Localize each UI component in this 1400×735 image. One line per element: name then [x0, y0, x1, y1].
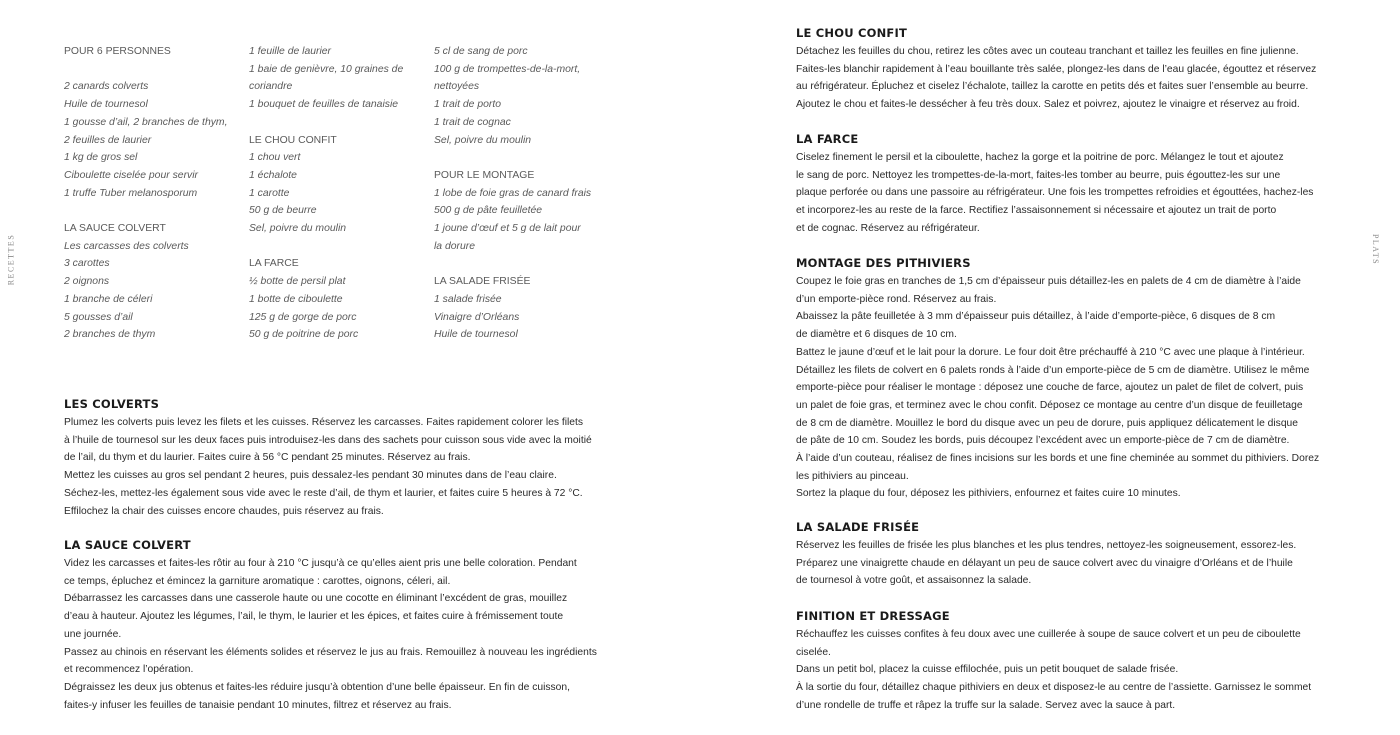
text-line: Effilochez la chair des cuisses encore chaudes, puis réservez au frais.: [64, 505, 384, 517]
section-la-salade-frisee: [796, 519, 1296, 590]
text-line: de diamètre et 6 disques de 10 cm.: [796, 329, 957, 341]
section-montage-des-pithiviers: [796, 255, 1319, 503]
ingredient-item: Ciboulette ciselée pour servir: [64, 169, 198, 181]
ingredient-item: 1 chou vert: [249, 152, 301, 164]
text-line: et incorporez-les au reste de la farce. Rectifiez l’assaisonnement si nécessaire et ajoutez un trait de porto: [796, 205, 1277, 217]
ingredient-item: 5 gousses d’ail: [64, 311, 133, 323]
text-line: de l’ail, du thym et du laurier. Faites cuire à 56 °C pendant 25 minutes. Réservez au frais.: [64, 452, 471, 464]
text-line: plaque perforée ou dans une passoire au réfrigérateur. Une fois les trompettes refroidies et égouttées, hachez-les: [796, 187, 1314, 199]
ingredient-item: 125 g de gorge de porc: [249, 311, 357, 323]
text-line: Détachez les feuilles du chou, retirez les côtes avec un couteau tranchant et taillez les feuilles en fine julienne.: [796, 46, 1299, 57]
text-line: Videz les carcasses et faites-les rôtir au four à 210 °C jusqu’à ce qu’elles aient pris une belle coloration. Pendant: [64, 558, 577, 569]
text-line: d’un emporte-pièce rond. Réservez au frais.: [796, 293, 997, 305]
ingredient-item: 500 g de pâte feuilletée: [434, 205, 543, 217]
text-line: Passez au chinois en réservant les éléments solides et réservez le jus au frais. Remouillez à nouveau les ingrédients: [64, 646, 597, 658]
text-line: de tournesol à votre goût, et assaisonnez la salade.: [796, 575, 1032, 587]
text-line: Préparez une vinaigrette chaude en délayant un peu de sauce colvert avec du vinaigre d’Orléans et de l’huile: [796, 557, 1293, 569]
section-title: LES COLVERTS: [64, 397, 160, 411]
section-la-sauce-colvert: [64, 537, 597, 714]
section-finition-et-dressage: [796, 608, 1311, 715]
section-les-colverts: [64, 396, 592, 520]
text-line: Sortez la plaque du four, déposez les pithiviers, enfournez et faites cuire 10 minutes.: [796, 488, 1181, 500]
section-title: LA SAUCE COLVERT: [64, 538, 191, 552]
ingredient-item: 1 baie de genièvre, 10 graines de: [249, 63, 404, 75]
ingredient-item: Sel, poivre du moulin: [249, 223, 347, 235]
ingredient-heading: LE CHOU CONFIT: [249, 134, 337, 146]
section-title: LE CHOU CONFIT: [796, 26, 907, 40]
spacer: [249, 238, 403, 256]
ingredient-item: 1 gousse d’ail, 2 branches de thym,: [64, 116, 228, 128]
ingredient-item: 3 carottes: [64, 258, 110, 270]
text-line: Débarrassez les carcasses dans une casserole haute ou une cocotte en éliminant l’excédent de gras, mouillez: [64, 593, 568, 605]
text-line: au réfrigérateur. Épluchez et ciselez l’échalote, taillez la carotte en petits dés et faites suer l’ensemble au beurre.: [796, 81, 1309, 93]
ingredient-item: 5 cl de sang de porc: [434, 46, 528, 57]
ingredient-item: 1 branche de céleri: [64, 293, 153, 305]
section-body: [796, 273, 1319, 503]
text-line: d’eau à hauteur. Ajoutez les légumes, l’ail, le thym, le laurier et les épices, et faites cuire à frémissement toute: [64, 611, 564, 623]
ingredient-item: 1 bouquet de feuilles de tanaisie: [249, 99, 399, 111]
text-line: Battez le jaune d’œuf et le lait pour la dorure. Le four doit être préchauffé à 210 °C avec une plaque à l’intérieur.: [796, 346, 1305, 358]
side-label-plats: PLATS: [1371, 233, 1381, 266]
text-line: de pâte de 10 cm. Soudez les bords, puis découpez l’excédent avec un emporte-pièce de 7 cm de diamètre.: [796, 435, 1290, 447]
ingredient-item: 1 carotte: [249, 187, 290, 199]
section-title: LA FARCE: [796, 132, 859, 146]
text-line: Dans un petit bol, placez la cuisse effilochée, puis un petit bouquet de salade frisée.: [796, 664, 1179, 676]
spacer: [64, 61, 227, 79]
text-line: Ciselez finement le persil et la ciboulette, hachez la gorge et la poitrine de porc. Mélangez le tout et ajoutez: [796, 152, 1284, 163]
section-body: [796, 43, 1316, 114]
text-line: le sang de porc. Nettoyez les trompettes-de-la-mort, faites-les tomber au beurre, puis égouttez-les sur une: [796, 169, 1281, 181]
text-line: Détaillez les filets de colvert en 6 palets ronds à l’aide d’un emporte-pièce de 5 cm de diamètre. Utilisez le même: [796, 364, 1310, 376]
ingredient-heading: LA SALADE FRISÉE: [434, 276, 531, 288]
text-line: Coupez le foie gras en tranches de 1,5 cm d’épaisseur puis détaillez-les en palets de 4 cm de diamètre à l’aide: [796, 276, 1301, 287]
ingredient-item: 1 trait de cognac: [434, 116, 511, 128]
ingredient-item: 2 oignons: [64, 276, 110, 288]
text-line: ciselée.: [796, 646, 831, 658]
section-body: [796, 149, 1313, 238]
text-line: et recommencez l’opération.: [64, 664, 194, 676]
text-line: Mettez les cuisses au gros sel pendant 2 heures, puis dessalez-les pendant 30 minutes dans de l’eau claire.: [64, 470, 557, 482]
ingredient-item: nettoyées: [434, 81, 480, 93]
section-la-farce: [796, 131, 1313, 238]
ingredients-column-1: [64, 43, 227, 344]
text-line: Dégraissez les deux jus obtenus et faites-les réduire jusqu’à obtention d’une belle épaisseur. En fin de cuisson,: [64, 681, 571, 693]
spacer: [249, 114, 403, 132]
ingredient-item: coriandre: [249, 81, 293, 93]
section-title: LA SALADE FRISÉE: [796, 520, 920, 534]
text-line: Abaissez la pâte feuilletée à 3 mm d’épaisseur puis détaillez, à l’aide d’emporte-pièce, 6 disques de 8 cm: [796, 311, 1276, 323]
text-line: emporte-pièce pour réaliser le montage : déposez une couche de farce, ajoutez un palet de filet de colvert, puis: [796, 382, 1304, 394]
ingredient-item: 50 g de beurre: [249, 205, 317, 217]
ingredient-heading: LA FARCE: [249, 258, 299, 270]
section-body: [796, 537, 1296, 590]
text-line: une journée.: [64, 628, 122, 640]
section-body: [64, 555, 597, 714]
text-line: un palet de foie gras, et terminez avec le chou confit. Déposez ce montage au centre d’un disque de feuilletage: [796, 399, 1303, 411]
ingredient-item: Huile de tournesol: [434, 329, 518, 341]
text-line: ce temps, épluchez et émincez la garniture aromatique : carottes, oignons, céleri, ail.: [64, 575, 451, 587]
ingredient-item: Les carcasses des colverts: [64, 240, 189, 252]
ingredient-item: 100 g de trompettes-de-la-mort,: [434, 63, 581, 75]
text-line: d’une rondelle de truffe et râpez la truffe sur la salade. Servez avec la sauce à part.: [796, 699, 1176, 711]
text-line: les pithiviers au pinceau.: [796, 470, 909, 482]
ingredient-item: Sel, poivre du moulin: [434, 134, 532, 146]
ingredient-item: 1 botte de ciboulette: [249, 293, 343, 305]
text-line: faites-y infuser les feuilles de tanaisie pendant 10 minutes, filtrez et réservez au frais.: [64, 699, 452, 711]
text-line: de 8 cm de diamètre. Mouillez le bord du disque avec un peu de dorure, puis appliquez délicatement le disque: [796, 417, 1298, 429]
ingredient-item: 1 feuille de laurier: [249, 46, 332, 57]
ingredients-column-3: [434, 43, 591, 344]
spacer: [64, 202, 227, 220]
spacer: [434, 255, 591, 273]
ingredient-item: 2 canards colverts: [64, 81, 149, 93]
spacer: [434, 149, 591, 167]
text-line: À la sortie du four, détaillez chaque pithiviers en deux et disposez-le au centre de l’assiette. Garnissez le sommet: [796, 682, 1312, 694]
ingredient-heading: POUR 6 PERSONNES: [64, 46, 171, 57]
text-line: Ajoutez le chou et faites-le dessécher à feu très doux. Salez et poivrez, ajoutez le vinaigre et réservez au froid.: [796, 99, 1300, 111]
ingredient-item: 50 g de poitrine de porc: [249, 329, 359, 341]
text-line: à l’huile de tournesol sur les deux faces puis introduisez-les dans des sachets pour cuisson sous vide avec la moitié: [64, 434, 592, 446]
section-title: MONTAGE DES PITHIVIERS: [796, 256, 971, 270]
ingredient-item: Vinaigre d’Orléans: [434, 311, 520, 323]
text-line: Réservez les feuilles de frisée les plus blanches et les plus tendres, nettoyez-les soigneusement, essorez-les.: [796, 540, 1297, 551]
ingredient-heading: POUR LE MONTAGE: [434, 169, 535, 181]
ingredient-item: ½ botte de persil plat: [249, 276, 346, 288]
ingredient-item: Huile de tournesol: [64, 99, 148, 111]
ingredient-item: la dorure: [434, 240, 476, 252]
text-line: Plumez les colverts puis levez les filets et les cuisses. Réservez les carcasses. Faites rapidement colorer les filets: [64, 417, 584, 428]
ingredients-column-2: [249, 43, 403, 344]
ingredient-item: 2 branches de thym: [64, 329, 156, 341]
text-line: Faites-les blanchir rapidement à l’eau bouillante très salée, plongez-les dans de l’eau glacée, égouttez et réservez: [796, 63, 1317, 75]
ingredient-heading: LA SAUCE COLVERT: [64, 223, 166, 234]
text-line: et de cognac. Réservez au réfrigérateur.: [796, 222, 980, 234]
ingredient-item: 1 salade frisée: [434, 293, 502, 305]
ingredient-item: 1 échalote: [249, 169, 297, 181]
side-label-recettes: RECETTES: [6, 233, 16, 286]
ingredient-item: 2 feuilles de laurier: [64, 134, 152, 146]
section-le-chou-confit: [796, 25, 1316, 114]
ingredient-item: 1 joune d’œuf et 5 g de lait pour: [434, 223, 581, 235]
section-body: [64, 414, 592, 520]
ingredient-item: 1 trait de porto: [434, 99, 502, 111]
section-body: [796, 626, 1311, 715]
text-line: À l’aide d’un couteau, réalisez de fines incisions sur les bords et une fine cheminée au sommet du pithiviers. Dorez: [796, 453, 1320, 465]
text-line: Séchez-les, mettez-les également sous vide avec le reste d’ail, de thym et laurier, et faites cuire 5 heures à 72 °C.: [64, 487, 583, 499]
ingredient-item: 1 lobe de foie gras de canard frais: [434, 187, 592, 199]
section-title: FINITION ET DRESSAGE: [796, 609, 950, 623]
text-line: Réchauffez les cuisses confites à feu doux avec une cuillerée à soupe de sauce colvert et un peu de ciboulette: [796, 629, 1301, 640]
ingredient-item: 1 truffe Tuber melanosporum: [64, 187, 198, 199]
ingredient-item: 1 kg de gros sel: [64, 152, 138, 164]
